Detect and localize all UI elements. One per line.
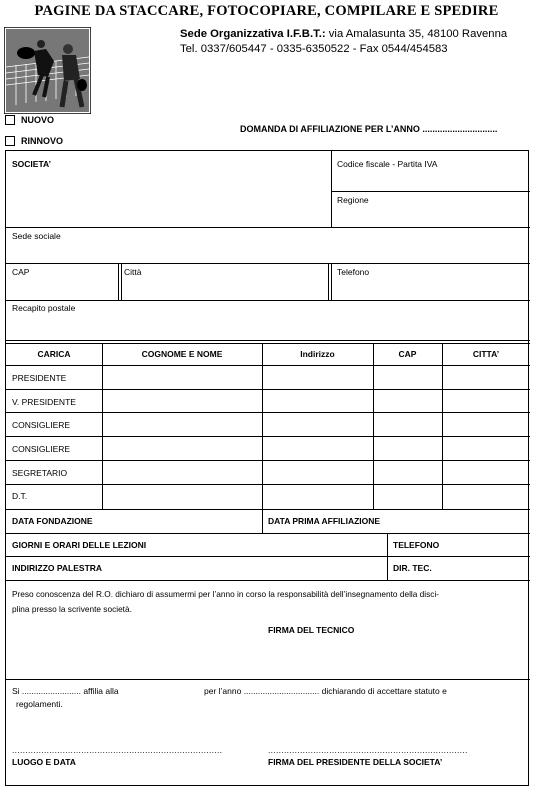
rinnovo-label: RINNOVO xyxy=(21,136,64,146)
firma-presidente-label: FIRMA DEL PRESIDENTE DELLA SOCIETA’ xyxy=(268,757,443,767)
rinnovo-checkbox[interactable] xyxy=(5,136,15,146)
nuovo-checkbox[interactable] xyxy=(5,115,15,125)
data-fondazione-label: DATA FONDAZIONE xyxy=(12,516,93,526)
per-anno-text: per l’anno ................................ dichiarando di accettare statuto e xyxy=(204,686,447,696)
citta-label: Città xyxy=(124,267,142,277)
header-carica: CARICA xyxy=(37,349,71,359)
firma-tecnico-label: FIRMA DEL TECNICO xyxy=(268,625,355,635)
row-segretario: SEGRETARIO xyxy=(12,468,68,478)
row-dt: D.T. xyxy=(12,491,28,501)
giorni-orari-label: GIORNI E ORARI DELLE LEZIONI xyxy=(12,540,147,550)
affilia-text: Si ......................... affilia alla xyxy=(12,686,119,696)
dir-tec-label: DIR. TEC. xyxy=(393,563,432,573)
header-citta: CITTA’ xyxy=(472,349,500,359)
recapito-postale-label: Recapito postale xyxy=(12,303,76,313)
data-prima-affiliazione-label: DATA PRIMA AFFILIAZIONE xyxy=(268,516,381,526)
indirizzo-palestra-label: INDIRIZZO PALESTRA xyxy=(12,563,103,573)
nuovo-label: NUOVO xyxy=(21,115,55,125)
cap-label: CAP xyxy=(12,267,30,277)
domanda-heading: DOMANDA DI AFFILIAZIONE PER L’ANNO .............................. xyxy=(240,124,498,134)
row-consigliere-1: CONSIGLIERE xyxy=(12,420,71,430)
societa-label: SOCIETA’ xyxy=(12,159,52,169)
page-title: PAGINE DA STACCARE, FOTOCOPIARE, COMPILARE E SPEDIRE xyxy=(34,3,499,19)
regolamenti-text: regolamenti. xyxy=(16,699,63,709)
telefono-label: Telefono xyxy=(337,267,370,277)
declaration-text: Preso conoscenza del R.O. dichiaro di assumermi per l’anno in corso la responsabilità dell’insegnamento della disci- plina presso la scrivente società. xyxy=(12,589,440,614)
contacts-line: Tel. 0337/605447 - 0335-6350522 - Fax 0544/454583 xyxy=(180,43,448,55)
firma-presidente-line: ........................................................................... xyxy=(268,745,468,755)
row-vice-presidente: V. PRESIDENTE xyxy=(12,397,76,407)
application-form xyxy=(5,150,529,786)
telefono-palestra-label: TELEFONO xyxy=(393,540,440,550)
regione-label: Regione xyxy=(337,195,369,205)
luogo-data-label: LUOGO E DATA xyxy=(12,757,76,767)
row-presidente: PRESIDENTE xyxy=(12,373,67,383)
row-consigliere-2: CONSIGLIERE xyxy=(12,444,71,454)
header-cap: CAP xyxy=(398,349,417,359)
sede-sociale-label: Sede sociale xyxy=(12,231,61,241)
luogo-data-line: ............................................................................... xyxy=(12,745,223,755)
header-cognome-nome: COGNOME E NOME xyxy=(141,349,223,359)
codice-fiscale-label: Codice fiscale - Partita IVA xyxy=(337,159,438,169)
sports-logo-image xyxy=(4,27,91,114)
header-indirizzo: Indirizzo xyxy=(300,349,335,359)
sede-address: Sede Organizzativa I.F.B.T.: via Amalasunta 35, 48100 Ravenna xyxy=(180,28,508,40)
